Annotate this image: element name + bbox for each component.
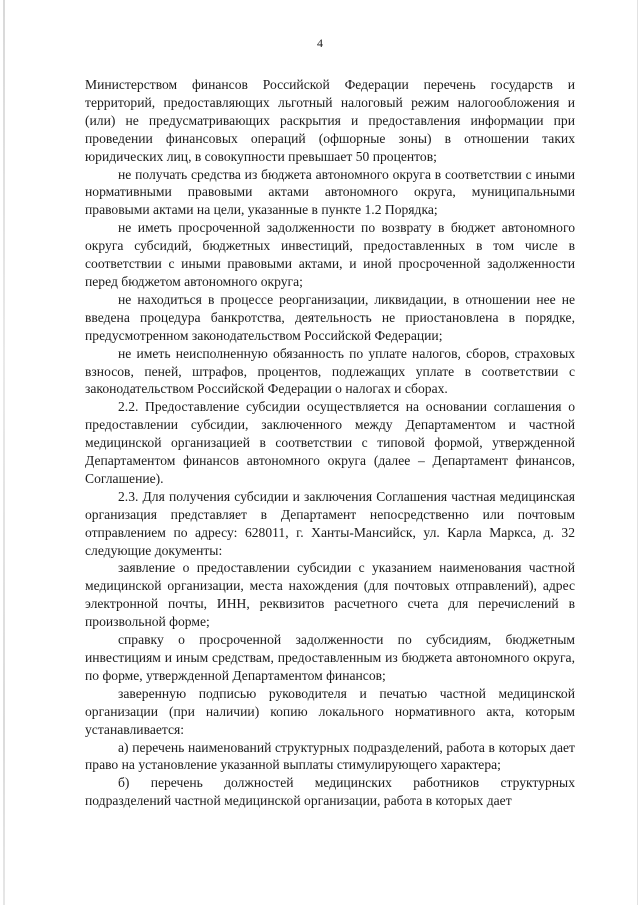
paragraph-item-a: а) перечень наименований структурных подразделений, работа в которых дает право на установление указанной выплаты стимулирующего характера; <box>85 739 575 773</box>
scan-edge-right <box>637 0 638 905</box>
paragraph-no-reorganization: не находиться в процессе реорганизации, ликвидации, в отношении нее не введена процедура банкротства, деятельность не приостановлена в порядке, предусмотренном законодательством Российской Федерации; <box>85 291 575 343</box>
scan-edge-left <box>3 0 5 905</box>
page-number: 4 <box>317 36 323 50</box>
paragraph-2-2: 2.2. Предоставление субсидии осуществляется на основании соглашения о предоставлении субсидии, заключенного между Департаментом и частной медицинской организацией в соответствии с типовой формой, утвержденной Департаментом финансов автономного округа (далее – Департамент финансов, Соглашение). <box>85 399 575 486</box>
paragraph-item-b: б) перечень должностей медицинских работников структурных подразделений частной медицинской организации, работа в которых дает <box>85 775 575 809</box>
paragraph-application: заявление о предоставлении субсидии с указанием наименования частной медицинской организации, места нахождения (для почтовых отправлений), адрес электронной почты, ИНН, реквизитов расчетного счета для перечислений в произвольной форме; <box>85 560 575 630</box>
paragraph-no-tax-arrears: не иметь неисполненную обязанность по уплате налогов, сборов, страховых взносов, пеней, штрафов, процентов, подлежащих уплате в соответствии с законодательством Российской Федерации о налогах и сборах. <box>85 345 575 397</box>
paragraph-offshore-continuation: Министерством финансов Российской Федерации перечень государств и территорий, предоставляющих льготный налоговый режим налогообложения и (или) не предусматривающих раскрытия и предоставления информации при проведении финансовых операций (офшорные зоны) в отношении таких юридических лиц, в совокупности превышает 50 процентов; <box>85 77 575 164</box>
paragraph-no-budget-funds: не получать средства из бюджета автономного округа в соответствии с иными нормативными правовыми актами автономного округа, муниципальными правовыми актами на цели, указанные в пункте 1.2 Порядка; <box>85 166 575 218</box>
paragraph-2-3: 2.3. Для получения субсидии и заключения Соглашения частная медицинская организация представляет в Департамент непосредственно или почтовым отправлением по адресу: 628011, г. Ханты-Мансийск, ул. Карла Маркса, д. 32 следующие документы: <box>85 488 575 558</box>
paragraph-no-overdue-debt: не иметь просроченной задолженности по возврату в бюджет автономного округа субсидий, бюджетных инвестиций, предоставленных в том числе в соответствии с иными правовыми актами, и иной просроченной задолженности перед бюджетом автономного округа; <box>85 220 575 289</box>
document-body <box>85 76 575 810</box>
paragraph-debt-certificate: справку о просроченной задолженности по субсидиям, бюджетным инвестициям и иным средствам, предоставленным из бюджета автономного округа, по форме, утвержденной Департаментом финансов; <box>85 632 575 683</box>
paragraph-local-act-copy: заверенную подписью руководителя и печатью частной медицинской организации (при наличии) копию локального нормативного акта, которым устанавливается: <box>85 685 575 737</box>
